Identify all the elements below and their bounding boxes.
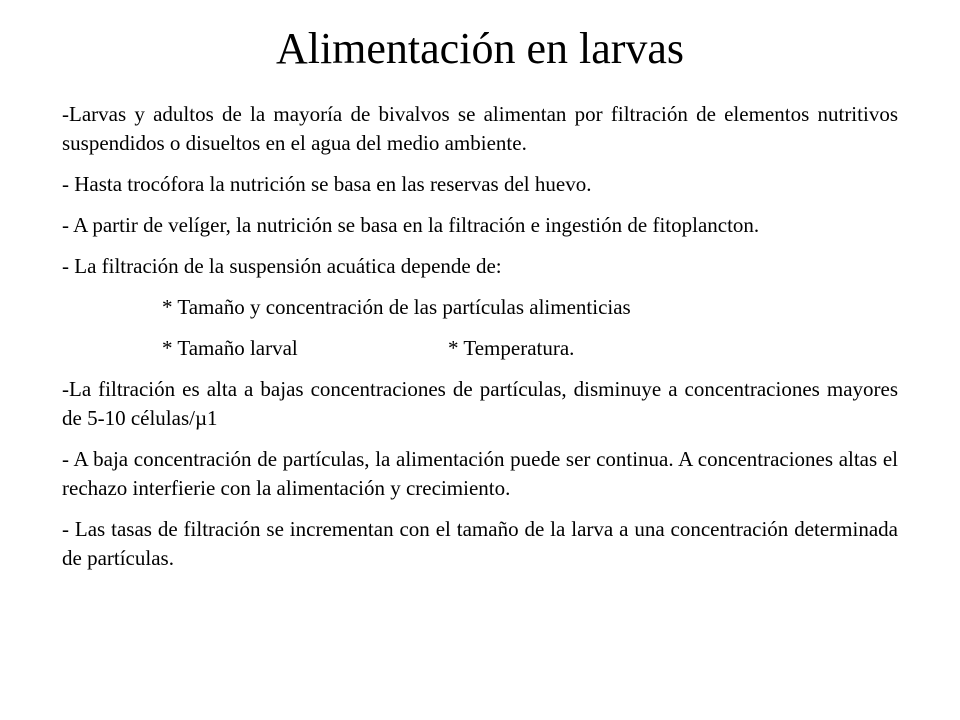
- bullet-item-2: * Tamaño larval: [162, 336, 298, 360]
- paragraph-7: - Las tasas de filtración se incrementan con el tamaño de la larva a una concentración determinada de partículas.: [62, 517, 898, 570]
- paragraph-5: -La filtración es alta a bajas concentraciones de partículas, disminuye a concentraciones mayores de 5-10 células/µ1: [62, 377, 898, 430]
- bullet-item-1: * Tamaño y concentración de las partículas alimenticias: [162, 295, 631, 319]
- bullet-row-2: [62, 334, 898, 363]
- slide-title: Alimentación en larvas: [275, 24, 685, 73]
- paragraph-3: - A partir de velíger, la nutrición se basa en la filtración e ingestión de fitoplancton.: [62, 213, 760, 237]
- slide-body: [62, 100, 898, 585]
- paragraph-6: - A baja concentración de partículas, la alimentación puede ser continua. A concentraciones altas el rechazo interfierie con la alimentación y crecimiento.: [62, 447, 898, 500]
- paragraph-2: - Hasta trocófora la nutrición se basa en las reservas del huevo.: [62, 172, 592, 196]
- paragraph-4: - La filtración de la suspensión acuática depende de:: [62, 254, 502, 278]
- paragraph-1: -Larvas y adultos de la mayoría de bivalvos se alimentan por filtración de elementos nutritivos suspendidos o disueltos en el agua del medio ambiente.: [62, 102, 898, 155]
- bullet-item-3: * Temperatura.: [448, 336, 575, 360]
